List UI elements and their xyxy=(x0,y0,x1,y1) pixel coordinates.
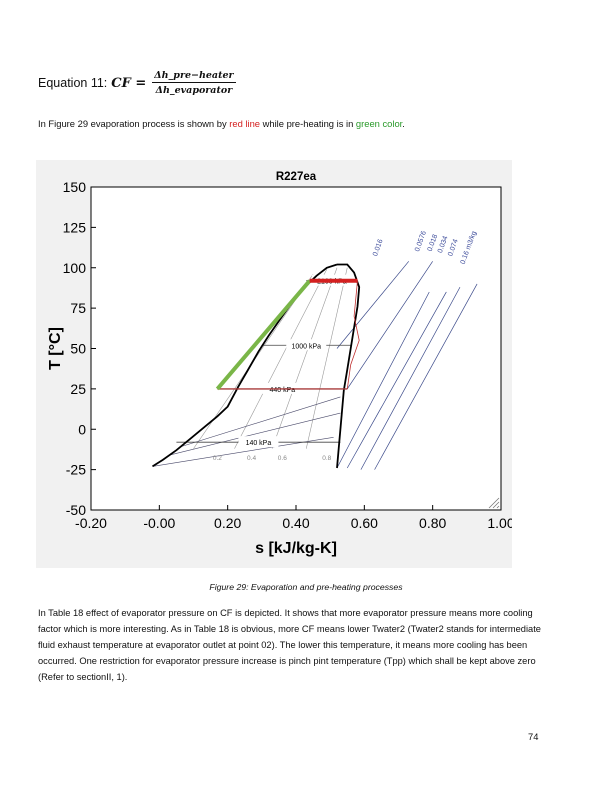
quality-label: 0.2 xyxy=(212,454,222,462)
chart-title: R227ea xyxy=(275,171,317,183)
quality-label: 0.4 xyxy=(247,454,257,462)
body-paragraph: In Table 18 effect of evaporator pressure on CF is depicted. It shows that more evaporator pressure means more cooling factor which is more interesting. As in Table 18 is obvious, more CF means lower Twater2 (Twater2 stands for intermediate fluid exhaust temperature at evaporator outlet at point 02). The lower this temperature, it means more cooling has been occurred. One restriction for evaporator pressure increase is pinch pint temperature (Tpp) which shall be kept above zero (Refer to sectionII, 1). xyxy=(38,608,541,682)
isobar-label: 440 kPa xyxy=(269,386,296,394)
x-tick-label: 0.20 xyxy=(214,515,242,531)
intro-text-end: . xyxy=(402,118,405,129)
x-tick-label: 1.00 xyxy=(487,515,512,531)
y-tick-label: 25 xyxy=(70,380,86,397)
intro-text-middle: while pre-heating is in xyxy=(260,118,356,129)
isochore-label: 0.074 xyxy=(447,238,460,258)
isochore-label: 0.018 xyxy=(426,233,440,253)
isochore-label: 0.0576 xyxy=(414,230,428,253)
quality-label: 0.8 xyxy=(322,454,332,462)
y-tick-label: 125 xyxy=(62,219,86,236)
isobar-label: 2100 kPa xyxy=(317,278,347,286)
quality-label: 0.6 xyxy=(277,454,287,462)
y-tick-label: 100 xyxy=(62,259,86,276)
x-tick-label: 0.60 xyxy=(350,515,378,531)
x-tick-label: -0.20 xyxy=(75,515,107,531)
y-tick-label: 0 xyxy=(78,421,86,438)
isochore-label: 0.034 xyxy=(436,235,450,255)
y-axis-label: T [°C] xyxy=(47,327,64,370)
x-tick-label: 0.40 xyxy=(282,515,310,531)
y-tick-label: 50 xyxy=(70,340,86,357)
intro-red-text: red line xyxy=(229,118,260,129)
isochore-label: 0.16 m3/kg xyxy=(459,230,479,266)
equation-11 xyxy=(38,70,236,96)
intro-sentence xyxy=(38,118,405,129)
page-number: 74 xyxy=(528,731,539,742)
y-tick-label: 75 xyxy=(70,300,86,317)
y-tick-label: -50 xyxy=(65,502,86,518)
ts-diagram xyxy=(36,160,512,568)
equation-denominator: Δh_evaporator xyxy=(155,85,233,96)
x-axis-label: s [kJ/kg-K] xyxy=(255,540,337,557)
equation-fraction xyxy=(152,70,235,96)
intro-green-text: green color xyxy=(355,118,403,129)
equation-label: Equation 11: xyxy=(38,76,108,90)
x-tick-label: -0.00 xyxy=(143,515,176,531)
isobar-label: 1000 kPa xyxy=(291,343,322,351)
y-tick-label: -25 xyxy=(65,461,86,478)
ts-diagram-figure xyxy=(36,160,512,568)
figure-caption: Figure 29: Evaporation and pre-heating processes xyxy=(209,582,403,592)
isochore-label: 0.016 xyxy=(372,238,385,258)
intro-text-start: In Figure 29 evaporation process is shown by xyxy=(38,118,230,129)
equation-lhs: CF = xyxy=(111,75,147,91)
x-tick-label: 0.80 xyxy=(419,515,447,531)
y-tick-label: 150 xyxy=(62,179,86,195)
equation-numerator: Δh_pre−heater xyxy=(154,70,234,81)
isobar-label: 140 kPa xyxy=(245,440,272,448)
